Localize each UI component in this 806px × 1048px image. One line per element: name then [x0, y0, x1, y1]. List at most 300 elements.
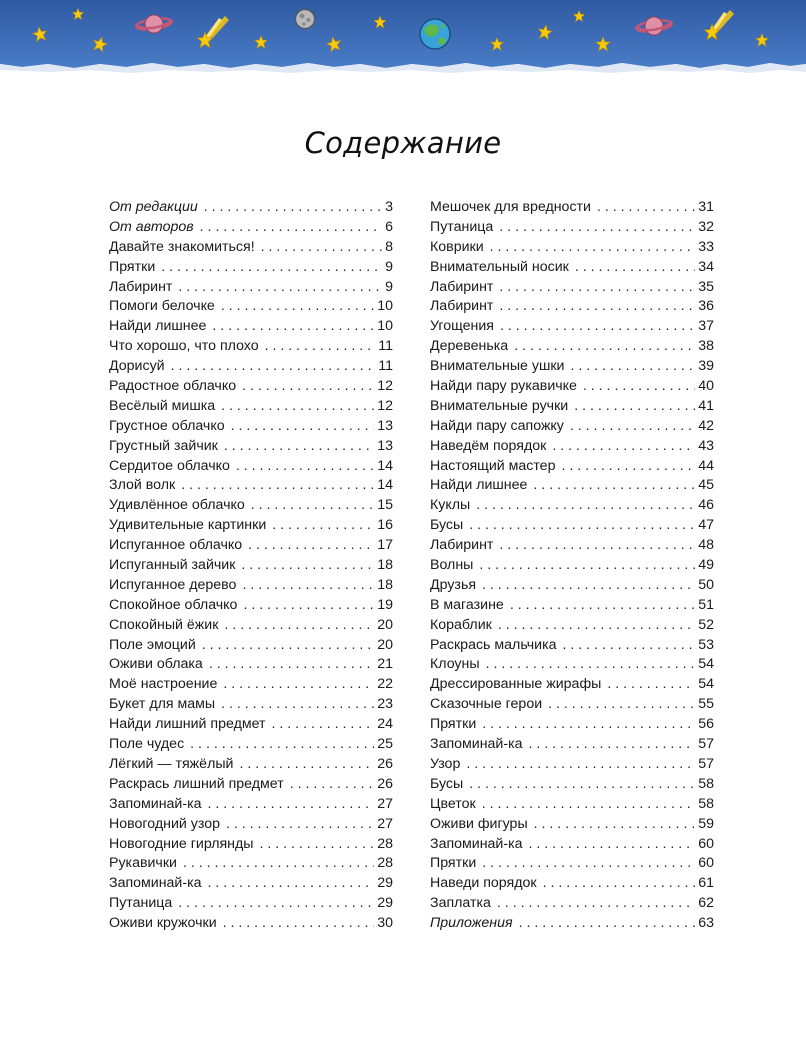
- toc-entry-page: 16: [377, 517, 393, 534]
- toc-entry-title: Спокойный ёжик: [109, 616, 219, 633]
- toc-entry-title: Внимательные ручки: [430, 397, 569, 414]
- toc-dot-leader: [200, 218, 382, 238]
- toc-entry[interactable]: [109, 894, 393, 914]
- toc-entry[interactable]: [430, 258, 714, 278]
- toc-entry-page: 6: [385, 218, 393, 235]
- toc-entry[interactable]: [430, 715, 714, 735]
- toc-entry-title: Найди лишнее: [430, 477, 528, 494]
- toc-entry-page: 47: [698, 517, 714, 534]
- toc-entry-page: 29: [377, 895, 393, 912]
- toc-entry[interactable]: [430, 417, 714, 437]
- toc-dot-leader: [498, 616, 695, 636]
- toc-dot-leader: [242, 576, 374, 596]
- toc-entry-page: 41: [698, 397, 714, 414]
- toc-entry[interactable]: [430, 357, 714, 377]
- toc-dot-leader: [534, 815, 696, 835]
- toc-dot-leader: [171, 357, 376, 377]
- toc-entry[interactable]: [430, 854, 714, 874]
- toc-entry-page: 54: [698, 676, 714, 693]
- toc-dot-leader: [469, 775, 695, 795]
- toc-dot-leader: [290, 775, 375, 795]
- toc-entry-title: Дорисуй: [109, 358, 165, 375]
- toc-entry-page: 35: [698, 278, 714, 295]
- space-banner: [0, 0, 806, 76]
- toc-entry[interactable]: [430, 775, 714, 795]
- toc-entry[interactable]: [109, 437, 393, 457]
- toc-entry-title: Угощения: [430, 318, 494, 335]
- toc-entry[interactable]: [109, 457, 393, 477]
- toc-entry[interactable]: [430, 476, 714, 496]
- toc-entry-title: Настоящий мастер: [430, 457, 556, 474]
- toc-entry-title: Цветок: [430, 795, 476, 812]
- toc-entry-page: 36: [698, 298, 714, 315]
- toc-entry-title: Коврики: [430, 238, 484, 255]
- toc-dot-leader: [190, 735, 374, 755]
- toc-entry-title: Оживи кружочки: [109, 915, 217, 932]
- toc-entry-title: Сердитое облачко: [109, 457, 230, 474]
- toc-dot-leader: [570, 357, 695, 377]
- toc-dot-leader: [482, 715, 695, 735]
- toc-entry-title: Найди пару сапожку: [430, 417, 564, 434]
- toc-entry-title: Лабиринт: [430, 278, 494, 295]
- toc-entry[interactable]: [109, 516, 393, 536]
- toc-entry[interactable]: [430, 198, 714, 218]
- toc-entry-page: 60: [698, 835, 714, 852]
- toc-dot-leader: [575, 258, 695, 278]
- toc-entry[interactable]: [430, 596, 714, 616]
- toc-entry-page: 30: [377, 915, 393, 932]
- toc-dot-leader: [236, 457, 374, 477]
- toc-entry[interactable]: [430, 377, 714, 397]
- toc-entry[interactable]: [109, 835, 393, 855]
- toc-dot-leader: [607, 675, 695, 695]
- toc-entry-title: Злой волк: [109, 477, 176, 494]
- toc-entry-title: От авторов: [109, 218, 194, 235]
- toc-entry-page: 27: [377, 795, 393, 812]
- toc-entry[interactable]: [109, 337, 393, 357]
- toc-entry[interactable]: [430, 636, 714, 656]
- toc-entry[interactable]: [109, 476, 393, 496]
- toc-entry-page: 57: [698, 736, 714, 753]
- toc-dot-leader: [466, 755, 695, 775]
- toc-entry-title: Запоминай-ка: [109, 875, 202, 892]
- toc-right-column: [430, 198, 714, 934]
- toc-entry-title: Грустное облачко: [109, 417, 225, 434]
- toc-entry-title: Испуганный зайчик: [109, 557, 236, 574]
- toc-entry-page: 20: [377, 616, 393, 633]
- toc-entry[interactable]: [109, 357, 393, 377]
- toc-dot-leader: [272, 715, 375, 735]
- toc-entry-title: Помоги белочке: [109, 298, 215, 315]
- toc-dot-leader: [597, 198, 695, 218]
- toc-entry-title: Прятки: [430, 855, 477, 872]
- toc-entry-page: 14: [377, 457, 393, 474]
- toc-entry-title: Бусы: [430, 517, 464, 534]
- toc-entry-page: 12: [377, 378, 393, 395]
- toc-dot-leader: [514, 337, 695, 357]
- toc-entry-title: Клоуны: [430, 656, 480, 673]
- toc-entry[interactable]: [109, 278, 393, 298]
- toc-dot-leader: [178, 278, 382, 298]
- toc-entry-title: Раскрась лишний предмет: [109, 775, 284, 792]
- toc-entry-page: 14: [377, 477, 393, 494]
- toc-entry-title: Узор: [430, 755, 461, 772]
- toc-dot-leader: [476, 496, 695, 516]
- toc-entry-page: 11: [378, 338, 393, 355]
- toc-dot-leader: [490, 238, 696, 258]
- toc-entry[interactable]: [109, 576, 393, 596]
- toc-entry[interactable]: [109, 675, 393, 695]
- toc-dot-leader: [499, 536, 695, 556]
- toc-entry[interactable]: [109, 417, 393, 437]
- toc-entry[interactable]: [430, 457, 714, 477]
- toc-entry-page: 8: [385, 238, 393, 255]
- page-title: Содержание: [304, 126, 502, 160]
- toc-dot-leader: [202, 636, 374, 656]
- toc-dot-leader: [497, 894, 695, 914]
- toc-entry[interactable]: [430, 874, 714, 894]
- toc-dot-leader: [499, 278, 695, 298]
- toc-entry-title: Испуганное дерево: [109, 576, 237, 593]
- toc-dot-leader: [486, 655, 696, 675]
- toc-entry-page: 44: [698, 457, 714, 474]
- toc-dot-leader: [574, 397, 695, 417]
- toc-entry-title: Новогодний узор: [109, 815, 220, 832]
- toc-entry[interactable]: [109, 218, 393, 238]
- toc-entry-page: 50: [698, 576, 714, 593]
- toc-dot-leader: [204, 198, 382, 218]
- toc-dot-leader: [482, 576, 695, 596]
- toc-entry-title: Поле чудес: [109, 736, 185, 753]
- toc-entry-title: Оживи фигуры: [430, 815, 528, 832]
- toc-entry-page: 28: [377, 835, 393, 852]
- toc-entry[interactable]: [109, 317, 393, 337]
- toc-entry[interactable]: [430, 437, 714, 457]
- toc-dot-leader: [469, 516, 695, 536]
- toc-dot-leader: [562, 636, 695, 656]
- toc-entry[interactable]: [430, 675, 714, 695]
- toc-entry-title: Друзья: [430, 576, 477, 593]
- toc-entry[interactable]: [109, 914, 393, 934]
- toc-entry-title: Приложения: [430, 915, 513, 932]
- toc-entry-title: В магазине: [430, 596, 504, 613]
- toc-dot-leader: [221, 695, 374, 715]
- toc-entry-title: Лабиринт: [430, 298, 494, 315]
- toc-entry-page: 58: [698, 795, 714, 812]
- toc-dot-leader: [226, 815, 374, 835]
- toc-entry[interactable]: [109, 715, 393, 735]
- toc-entry[interactable]: [109, 655, 393, 675]
- toc-entry-title: Спокойное облачко: [109, 596, 238, 613]
- toc-entry-page: 32: [698, 218, 714, 235]
- toc-entry-title: Что хорошо, что плохо: [109, 338, 259, 355]
- toc-dot-leader: [583, 377, 695, 397]
- toc-entry[interactable]: [430, 556, 714, 576]
- toc-entry-page: 13: [377, 437, 393, 454]
- toc-entry-title: Лабиринт: [430, 537, 494, 554]
- toc-entry[interactable]: [430, 516, 714, 536]
- toc-entry-page: 34: [698, 258, 714, 275]
- toc-entry-title: Наведи порядок: [430, 875, 537, 892]
- toc-entry-page: 27: [377, 815, 393, 832]
- toc-dot-leader: [272, 516, 374, 536]
- toc-entry-title: Лёгкий — тяжёлый: [109, 755, 234, 772]
- toc-entry-title: Кораблик: [430, 616, 492, 633]
- toc-entry[interactable]: [430, 317, 714, 337]
- toc-entry-page: 24: [377, 716, 393, 733]
- toc-entry-page: 29: [377, 875, 393, 892]
- toc-entry-title: Куклы: [430, 497, 471, 514]
- toc-entry[interactable]: [430, 496, 714, 516]
- toc-entry-title: Волны: [430, 557, 474, 574]
- toc-entry-title: Испуганное облачко: [109, 537, 243, 554]
- toc-entry[interactable]: [109, 596, 393, 616]
- toc-entry-title: Заплатка: [430, 895, 491, 912]
- toc-entry-page: 53: [698, 636, 714, 653]
- toc-entry-title: Запоминай-ка: [109, 795, 202, 812]
- toc-entry-page: 57: [698, 755, 714, 772]
- toc-entry-page: 37: [698, 318, 714, 335]
- toc-entry[interactable]: [109, 755, 393, 775]
- toc-entry-title: Моё настроение: [109, 676, 218, 693]
- toc-entry[interactable]: [430, 894, 714, 914]
- toc-entry-page: 3: [385, 199, 393, 215]
- toc-dot-leader: [224, 437, 374, 457]
- toc-entry-title: Весёлый мишка: [109, 397, 216, 414]
- toc-dot-leader: [241, 556, 374, 576]
- toc-entry-title: Мешочек для вредности: [430, 199, 591, 215]
- toc-entry-title: Найди лишнее: [109, 318, 207, 335]
- toc-entry[interactable]: [109, 795, 393, 815]
- toc-dot-leader: [221, 397, 374, 417]
- toc-entry[interactable]: [109, 556, 393, 576]
- toc-entry-title: Оживи облака: [109, 656, 203, 673]
- toc-entry-page: 46: [698, 497, 714, 514]
- toc-entry-title: Букет для мамы: [109, 696, 216, 713]
- toc-entry-page: 22: [377, 676, 393, 693]
- toc-entry-title: Лабиринт: [109, 278, 173, 295]
- toc-entry[interactable]: [430, 536, 714, 556]
- toc-dot-leader: [533, 476, 695, 496]
- toc-entry-title: Дрессированные жирафы: [430, 676, 602, 693]
- toc-entry-title: Запоминай-ка: [430, 835, 523, 852]
- toc-dot-leader: [212, 317, 374, 337]
- toc-entry[interactable]: [109, 258, 393, 278]
- toc-dot-leader: [260, 835, 375, 855]
- toc-entry[interactable]: [430, 238, 714, 258]
- toc-entry-page: 39: [698, 358, 714, 375]
- toc-dot-leader: [510, 596, 695, 616]
- toc-entry-page: 11: [378, 358, 393, 375]
- toc-entry-title: Прятки: [109, 258, 156, 275]
- toc-entry-page: 62: [698, 895, 714, 912]
- toc-entry-page: 45: [698, 477, 714, 494]
- toc-entry-page: 23: [377, 696, 393, 713]
- toc-dot-leader: [223, 914, 375, 934]
- toc-entry-page: 10: [377, 318, 393, 335]
- toc-entry-page: 20: [377, 636, 393, 653]
- toc-entry[interactable]: [109, 735, 393, 755]
- toc-dot-leader: [224, 616, 374, 636]
- toc-entry-page: 49: [698, 557, 714, 574]
- toc-entry[interactable]: [109, 815, 393, 835]
- toc-entry-page: 48: [698, 537, 714, 554]
- toc-entry[interactable]: [430, 397, 714, 417]
- toc-entry[interactable]: [109, 775, 393, 795]
- toc-entry[interactable]: [430, 914, 714, 934]
- toc-entry[interactable]: [430, 337, 714, 357]
- toc-entry-page: 25: [377, 736, 393, 753]
- sky-background: [0, 0, 806, 68]
- toc-dot-leader: [243, 596, 374, 616]
- toc-dot-leader: [552, 437, 695, 457]
- toc-entry[interactable]: [430, 297, 714, 317]
- toc-entry-page: 40: [698, 378, 714, 395]
- toc-entry-page: 28: [377, 855, 393, 872]
- toc-entry-page: 51: [698, 596, 714, 613]
- toc-entry-title: Внимательные ушки: [430, 358, 565, 375]
- toc-entry-title: Рукавички: [109, 855, 177, 872]
- toc-entry-page: 33: [698, 238, 714, 255]
- toc-entry-page: 26: [377, 775, 393, 792]
- toc-entry[interactable]: [430, 218, 714, 238]
- toc-entry-page: 59: [698, 815, 714, 832]
- toc-entry-page: 42: [698, 417, 714, 434]
- toc-entry-page: 13: [377, 417, 393, 434]
- toc-entry-page: 19: [377, 596, 393, 613]
- earth-icon: [420, 19, 450, 49]
- toc-entry[interactable]: [109, 536, 393, 556]
- toc-entry-title: Найди лишний предмет: [109, 716, 266, 733]
- toc-entry[interactable]: [430, 695, 714, 715]
- toc-dot-leader: [482, 795, 695, 815]
- toc-entry[interactable]: [109, 496, 393, 516]
- toc-entry-page: 26: [377, 755, 393, 772]
- toc-entry[interactable]: [430, 278, 714, 298]
- toc-entry-page: 31: [698, 199, 714, 215]
- toc-dot-leader: [223, 675, 374, 695]
- toc-entry[interactable]: [109, 616, 393, 636]
- toc-dot-leader: [499, 218, 695, 238]
- toc-left-column: [109, 198, 393, 934]
- toc-dot-leader: [529, 835, 696, 855]
- toc-entry[interactable]: [430, 835, 714, 855]
- toc-entry-title: Раскрась мальчика: [430, 636, 557, 653]
- toc-entry-title: Наведём порядок: [430, 437, 547, 454]
- toc-dot-leader: [529, 735, 696, 755]
- toc-entry-page: 15: [377, 497, 393, 514]
- toc-entry[interactable]: [109, 238, 393, 258]
- toc-dot-leader: [231, 417, 375, 437]
- toc-dot-leader: [161, 258, 382, 278]
- toc-entry-page: 43: [698, 437, 714, 454]
- toc-entry-title: Радостное облачко: [109, 378, 237, 395]
- toc-dot-leader: [248, 536, 374, 556]
- toc-entry[interactable]: [430, 616, 714, 636]
- toc-entry[interactable]: [430, 755, 714, 775]
- toc-dot-leader: [251, 496, 374, 516]
- toc-entry-title: Бусы: [430, 775, 464, 792]
- toc-entry[interactable]: [109, 695, 393, 715]
- toc-entry-page: 58: [698, 775, 714, 792]
- toc-entry-page: 38: [698, 338, 714, 355]
- toc-entry-title: От редакции: [109, 199, 198, 215]
- toc-entry-page: 18: [377, 557, 393, 574]
- toc-entry-title: Прятки: [430, 716, 477, 733]
- moon-icon: [296, 10, 315, 29]
- toc-dot-leader: [265, 337, 376, 357]
- toc-entry[interactable]: [430, 576, 714, 596]
- toc-entry-title: Путаница: [430, 218, 494, 235]
- toc-entry-title: Внимательный носик: [430, 258, 569, 275]
- toc-dot-leader: [208, 795, 375, 815]
- toc-entry[interactable]: [109, 297, 393, 317]
- toc-dot-leader: [543, 874, 696, 894]
- toc-entry[interactable]: [430, 815, 714, 835]
- toc-entry-page: 61: [698, 875, 714, 892]
- toc-dot-leader: [178, 894, 374, 914]
- toc-entry-title: Запоминай-ка: [430, 736, 523, 753]
- toc-dot-leader: [209, 655, 374, 675]
- toc-entry-title: Поле эмоций: [109, 636, 196, 653]
- toc-dot-leader: [561, 457, 695, 477]
- toc-entry-page: 52: [698, 616, 714, 633]
- toc-entry-title: Давайте знакомиться!: [109, 238, 255, 255]
- toc-entry-page: 55: [698, 696, 714, 713]
- toc-entry[interactable]: [430, 735, 714, 755]
- toc-dot-leader: [221, 297, 374, 317]
- toc-entry[interactable]: [109, 874, 393, 894]
- toc-dot-leader: [519, 914, 696, 934]
- toc-entry-page: 9: [385, 258, 393, 275]
- toc-entry[interactable]: [109, 854, 393, 874]
- toc-dot-leader: [570, 417, 695, 437]
- toc-entry-page: 21: [377, 656, 393, 673]
- toc-entry-page: 17: [377, 537, 393, 554]
- toc-entry[interactable]: [109, 397, 393, 417]
- toc-entry[interactable]: [109, 198, 393, 218]
- toc-entry-title: Найди пару рукавичке: [430, 378, 577, 395]
- toc-dot-leader: [479, 556, 695, 576]
- toc-dot-leader: [239, 755, 374, 775]
- toc-entry[interactable]: [109, 377, 393, 397]
- toc-dot-leader: [548, 695, 695, 715]
- toc-entry-page: 10: [377, 298, 393, 315]
- toc-entry-page: 56: [698, 716, 714, 733]
- toc-entry-page: 9: [385, 278, 393, 295]
- toc-entry-page: 60: [698, 855, 714, 872]
- toc-entry-title: Путаница: [109, 895, 173, 912]
- toc-dot-leader: [208, 874, 375, 894]
- toc-dot-leader: [500, 317, 695, 337]
- toc-entry-page: 63: [698, 915, 714, 932]
- toc-dot-leader: [261, 238, 382, 258]
- toc-dot-leader: [183, 854, 374, 874]
- toc-entry-title: Сказочные герои: [430, 696, 543, 713]
- toc-entry[interactable]: [109, 636, 393, 656]
- toc-dot-leader: [482, 854, 695, 874]
- toc-entry-title: Грустный зайчик: [109, 437, 218, 454]
- toc-dot-leader: [242, 377, 374, 397]
- toc-entry[interactable]: [430, 655, 714, 675]
- toc-entry[interactable]: [430, 795, 714, 815]
- toc-entry-title: Удивлённое облачко: [109, 497, 245, 514]
- toc-entry-title: Деревенька: [430, 338, 509, 355]
- toc-dot-leader: [181, 476, 374, 496]
- toc-entry-page: 12: [377, 397, 393, 414]
- toc-dot-leader: [499, 297, 695, 317]
- toc-entry-title: Удивительные картинки: [109, 517, 267, 534]
